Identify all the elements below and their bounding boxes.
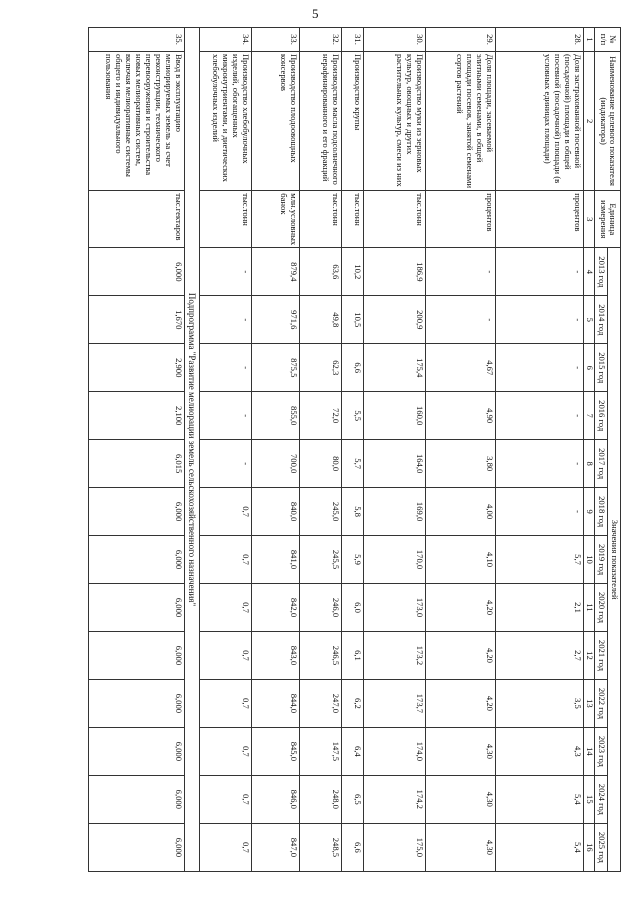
value-cell: 6,015 [88,440,184,488]
value-cell: 5,7 [496,536,584,584]
value-cell: 4,20 [426,584,496,632]
value-cell: - [200,248,252,296]
indicator-name: Производство крупы [342,51,364,190]
header-year: 2022 год [595,679,608,727]
value-cell: 4,90 [426,392,496,440]
value-cell: 6,2 [342,679,364,727]
value-cell: 4,30 [426,775,496,823]
index-cell: 8 [584,440,595,488]
value-cell: 248,0 [300,775,342,823]
value-cell: 843,0 [252,631,300,679]
header-year: 2020 год [595,584,608,632]
indicator-name: Доля застрахованной посевной (посадочной) площади в общей посевной (посадочной) площади (в условных единицах площади) [496,51,584,190]
value-cell: 174,2 [364,775,426,823]
header-year: 2016 год [595,392,608,440]
header-year: 2014 год [595,296,608,344]
value-cell: 845,0 [252,727,300,775]
unit-cell: тыс.тонн [342,191,364,248]
value-cell: 1,670 [88,296,184,344]
table-body-a [200,28,584,872]
value-cell: 4,30 [426,823,496,871]
header-num: № п/п [595,28,621,52]
value-cell: 5,9 [342,536,364,584]
header-year: 2018 год [595,488,608,536]
value-cell: - [496,440,584,488]
value-cell: 173,2 [364,631,426,679]
table-row [364,28,426,872]
value-cell: 164,0 [364,440,426,488]
value-cell: 160,0 [364,392,426,440]
header-year: 2025 год [595,823,608,871]
value-cell: - [426,248,496,296]
value-cell: 2,7 [496,631,584,679]
value-cell: 3,5 [496,679,584,727]
value-cell: 6,4 [342,727,364,775]
indicator-name: Доля площади, засеваемой элитными семенами, в общей площади посевов, занятой семенами сортов растений [426,51,496,190]
row-number: 28. [496,28,584,52]
value-cell: 2,900 [88,344,184,392]
value-cell: 0,7 [200,488,252,536]
index-cell: 9 [584,488,595,536]
header-year: 2015 год [595,344,608,392]
value-cell: 0,7 [200,823,252,871]
rotated-table-wrapper [47,27,621,872]
value-cell: - [200,440,252,488]
value-cell: 4,3 [496,727,584,775]
header-values: Значения показателей [608,248,621,872]
value-cell: 5,8 [342,488,364,536]
table-row [426,28,496,872]
indicator-name: Производство плодоовощных консервов [252,51,300,190]
index-cell: 15 [584,775,595,823]
value-cell: 169,0 [364,488,426,536]
page-number: 5 [312,6,319,21]
value-cell: 4,67 [426,344,496,392]
value-cell: 6,000 [88,248,184,296]
index-cell: 16 [584,823,595,871]
value-cell: 246,5 [300,631,342,679]
value-cell: 175,0 [364,823,426,871]
value-cell: 246,0 [300,584,342,632]
value-cell: 248,5 [300,823,342,871]
value-cell: 10,2 [342,248,364,296]
unit-cell: тыс.тонн [200,191,252,248]
unit-cell: тыс.гектаров [88,191,184,248]
indicator-name: Производство масла подсолнечного нерафинированного и его фракций [300,51,342,190]
value-cell: 173,7 [364,679,426,727]
value-cell: - [200,344,252,392]
header-unit: Единица измерения [595,191,621,248]
index-cell: 12 [584,631,595,679]
header-year: 2013 год [595,248,608,296]
value-cell: - [496,488,584,536]
index-cell: 14 [584,727,595,775]
value-cell: 62,3 [300,344,342,392]
value-cell: 200,9 [364,296,426,344]
table-row [300,28,342,872]
value-cell: 700,0 [252,440,300,488]
value-cell: - [200,296,252,344]
value-cell: - [496,392,584,440]
header-year: 2024 год [595,775,608,823]
value-cell: 4,20 [426,679,496,727]
value-cell: 10,5 [342,296,364,344]
value-cell: 6,000 [88,727,184,775]
index-cell: 10 [584,536,595,584]
value-cell: 6,000 [88,584,184,632]
value-cell: 5,4 [496,775,584,823]
unit-cell: тыс.тонн [364,191,426,248]
value-cell: 6,5 [342,775,364,823]
index-cell: 5 [584,296,595,344]
header-year: 2017 год [595,440,608,488]
value-cell: 5,5 [342,392,364,440]
row-number: 32. [300,28,342,52]
value-cell: 0,7 [200,775,252,823]
value-cell: 875,5 [252,344,300,392]
row-number: 30. [364,28,426,52]
value-cell: 971,6 [252,296,300,344]
unit-cell: процентов [426,191,496,248]
value-cell: 6,1 [342,631,364,679]
unit-cell: млн.условных банок [252,191,300,248]
value-cell: 147,5 [300,727,342,775]
index-cell: 13 [584,679,595,727]
value-cell: 841,0 [252,536,300,584]
subprogram-title: Подпрограмма "Развитие мелиорации земель сельскохозяйственного назначения" [184,28,199,872]
value-cell: 2,1 [496,584,584,632]
value-cell: 6,0 [342,584,364,632]
value-cell: 6,6 [342,823,364,871]
value-cell: 173,0 [364,584,426,632]
value-cell: 174,0 [364,727,426,775]
indicator-name: Производство хлебобулочных изделий, обогащенных микронутриентами, и диетических хлебобулочных изделий [200,51,252,190]
index-cell: 1 [584,28,595,52]
table-body-b [88,28,184,872]
value-cell: 5,4 [496,823,584,871]
value-cell: 0,7 [200,536,252,584]
value-cell: 72,0 [300,392,342,440]
value-cell: 247,0 [300,679,342,727]
index-cell: 11 [584,584,595,632]
unit-cell: процентов [496,191,584,248]
header-year: 2023 год [595,727,608,775]
value-cell: - [200,392,252,440]
value-cell: 6,000 [88,679,184,727]
value-cell: 6,000 [88,488,184,536]
value-cell: 847,0 [252,823,300,871]
value-cell: 4,30 [426,727,496,775]
row-number: 34. [200,28,252,52]
row-number: 33. [252,28,300,52]
value-cell: - [496,248,584,296]
value-cell: 6,000 [88,823,184,871]
value-cell: 855,0 [252,392,300,440]
value-cell: 63,6 [300,248,342,296]
table-row [252,28,300,872]
row-number: 31. [342,28,364,52]
value-cell: 4,20 [426,631,496,679]
unit-cell: тыс.тонн [300,191,342,248]
value-cell: 0,7 [200,679,252,727]
value-cell: 842,0 [252,584,300,632]
value-cell: 175,4 [364,344,426,392]
value-cell: 245,5 [300,536,342,584]
header-year: 2019 год [595,536,608,584]
index-cell: 6 [584,344,595,392]
value-cell: - [426,296,496,344]
value-cell: 0,7 [200,727,252,775]
value-cell: 6,000 [88,775,184,823]
value-cell: 6,6 [342,344,364,392]
index-cell: 2 [584,51,595,190]
table-row [342,28,364,872]
value-cell: 5,7 [342,440,364,488]
value-cell: 6,000 [88,536,184,584]
header-name: Наименование целевого показателя (индикатора) [595,51,621,190]
value-cell: 49,8 [300,296,342,344]
index-cell: 3 [584,191,595,248]
header-index-row [584,28,595,872]
table-row [200,28,252,872]
value-cell: 844,0 [252,679,300,727]
value-cell: 4,10 [426,536,496,584]
value-cell: 0,7 [200,631,252,679]
index-cell: 4 [584,248,595,296]
table-row [88,28,184,872]
index-cell: 7 [584,392,595,440]
value-cell: 4,00 [426,488,496,536]
value-cell: 846,0 [252,775,300,823]
value-cell: 0,7 [200,584,252,632]
value-cell: 6,000 [88,631,184,679]
indicator-name: Производство муки из зерновых культур, овощных и других растительных культур, смеси из них [364,51,426,190]
value-cell: 840,0 [252,488,300,536]
value-cell: 186,9 [364,248,426,296]
header-year: 2021 год [595,631,608,679]
table-row [496,28,584,872]
indicators-table [88,27,621,872]
value-cell: 170,0 [364,536,426,584]
row-number: 35. [88,28,184,52]
value-cell: 80,0 [300,440,342,488]
value-cell: 2,100 [88,392,184,440]
value-cell: 3,80 [426,440,496,488]
indicator-name: Ввод в эксплуатацию мелиорируемых земель за счет реконструкции, технического перевооружения и строительства новых мелиоративных систем, включая мелиоративные системы общего и индивидуального пользования [88,51,184,190]
value-cell: 245,0 [300,488,342,536]
value-cell: - [496,344,584,392]
value-cell: 879,4 [252,248,300,296]
row-number: 29. [426,28,496,52]
value-cell: - [496,296,584,344]
